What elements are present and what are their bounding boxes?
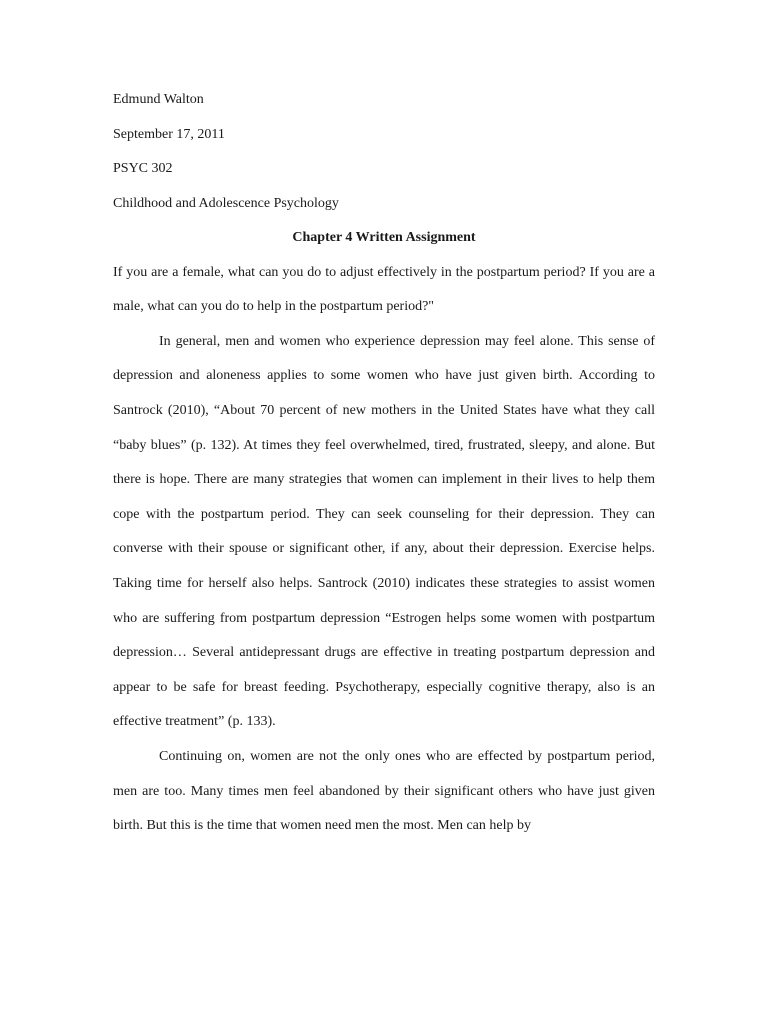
body-paragraph-2: Continuing on, women are not the only ones who are effected by postpartum period, men are too. Many times men feel abandoned by their significant others who have just given birth. But this is the time that women need men the most. Men can help by [113, 748, 655, 834]
course-name: Childhood and Adolescence Psychology [113, 195, 339, 211]
body-paragraph-1: In general, men and women who experience depression may feel alone. This sense of depression and aloneness applies to some women who have just given birth. According to Santrock (2010), “About 70 percent of new mothers in the United States have what they call “baby blues” (p. 132). At times they feel overwhelmed, tired, frustrated, sleepy, and alone. But there is hope. There are many strategies that women can implement in their lives to help them cope with the postpartum period. They can seek counseling for their depression. They can converse with their spouse or significant other, if any, about their depression. Exercise helps. Taking time for herself also helps. Santrock (2010) indicates these strategies to assist women who are suffering from postpartum depression “Estrogen helps some women with postpartum depression… Several antidepressant drugs are effective in treating postpartum depression and appear to be safe for breast feeding. Psychotherapy, especially cognitive therapy, also is an effective treatment” (p. 133). [113, 333, 655, 730]
author-name: Edmund Walton [113, 92, 204, 107]
assignment-date: September 17, 2011 [113, 126, 225, 142]
document-title: Chapter 4 Written Assignment [292, 230, 476, 246]
assignment-question: If you are a female, what can you do to adjust effectively in the postpartum period? If you are a male, what can you do to help in the postpartum period?" [113, 264, 655, 315]
course-code: PSYC 302 [113, 161, 173, 177]
document-body [113, 87, 655, 844]
